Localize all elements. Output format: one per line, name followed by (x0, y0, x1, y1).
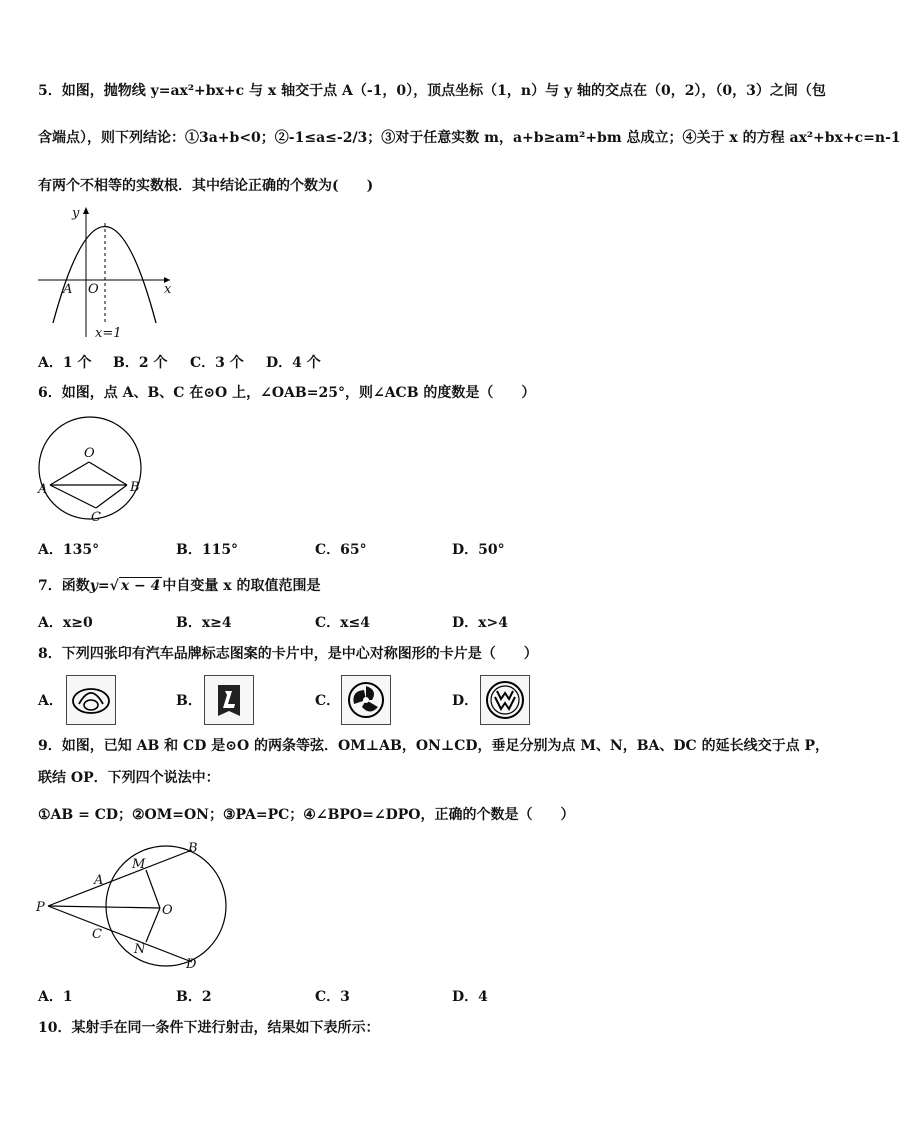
q5-label-y: y (72, 206, 80, 221)
q5-option-c: C．3 个 (190, 355, 244, 371)
q9-stem-line2: 联结 OP．下列四个说法中： (38, 770, 220, 786)
q7-stem (38, 577, 321, 595)
q7-sqrt-sign: √ (109, 578, 119, 594)
q7-option-b: B．x≥4 (176, 615, 232, 631)
q9-option-a: A．1 (38, 989, 73, 1005)
q6-label-a: A (38, 482, 48, 497)
q9-circle-figure (36, 838, 226, 974)
q8-stem: 8．下列四张印有汽车品牌标志图案的卡片中，是中心对称图形的卡片是（ ） (38, 646, 538, 662)
q9-label-b: B (188, 841, 198, 856)
q7-option-d: D．x>4 (452, 615, 508, 631)
q6-option-a: A．135° (38, 542, 100, 558)
q6-label-o: O (84, 446, 95, 461)
q9-label-m: M (132, 857, 146, 872)
q10-stem: 10．某射手在同一条件下进行射击，结果如下表所示： (38, 1020, 380, 1036)
q8-option-c: C． (315, 693, 341, 709)
q7-func: y= (89, 578, 110, 594)
q7-stem-pre: 7．函数 (38, 578, 90, 594)
q5-label-axis: x=1 (95, 326, 122, 341)
q5-label-x: x (164, 282, 172, 297)
q9-label-p: P (36, 900, 45, 915)
q5-stem-line1: 5．如图，抛物线 y=ax²+bx+c 与 x 轴交于点 A（-1，0），顶点坐标（1，n）与 y 轴的交点在（0，2），（0，3）之间（包 (38, 83, 826, 99)
q6-option-b: B．115° (176, 542, 239, 558)
q7-option-a: A．x≥0 (38, 615, 93, 631)
q8-card-d-logo-icon (480, 675, 530, 725)
q9-label-o: O (162, 903, 173, 918)
q8-card-b-logo-icon (204, 675, 254, 725)
q5-label-a: A (63, 282, 73, 297)
q5-stem-line3: 有两个不相等的实数根．其中结论正确的个数为( ) (38, 178, 374, 194)
q9-label-c: C (92, 927, 102, 942)
q6-stem: 6．如图，点 A、B、C 在⊙O 上，∠OAB=25°，则∠ACB 的度数是（ ） (38, 385, 536, 401)
q6-option-d: D．50° (452, 542, 505, 558)
q9-option-b: B．2 (176, 989, 212, 1005)
q8-option-a: A． (38, 693, 63, 709)
q6-circle-figure (36, 414, 144, 526)
q7-option-c: C．x≤4 (315, 615, 370, 631)
q8-card-a-logo-icon (66, 675, 116, 725)
q6-label-c: C (91, 510, 101, 525)
q9-stem-line3: ①AB = CD；②OM=ON；③PA=PC；④∠BPO=∠DPO，正确的个数是（ ） (38, 807, 575, 823)
q7-radicand: x − 4 (120, 578, 161, 594)
q9-option-d: D．4 (452, 989, 488, 1005)
q8-option-d: D． (452, 693, 479, 709)
q5-parabola-figure (38, 205, 172, 340)
q5-stem-line2: 含端点），则下列结论：①3a+b<0；②-1≤a≤-2/3；③对于任意实数 m，a+b≥am²+bm 总成立；④关于 x 的方程 ax²+bx+c=n-1 (38, 130, 901, 146)
q9-label-a: A (94, 873, 104, 888)
q8-option-b: B． (176, 693, 202, 709)
q9-label-d: D (186, 957, 197, 972)
q6-option-c: C．65° (315, 542, 367, 558)
q6-label-b: B (130, 480, 140, 495)
q9-label-n: N (134, 942, 146, 957)
q9-option-c: C．3 (315, 989, 350, 1005)
q7-stem-post: 中自变量 x 的取值范围是 (162, 578, 321, 594)
q5-label-o: O (88, 282, 99, 297)
q5-option-d: D．4 个 (266, 355, 321, 371)
q5-option-a: A．1 个 (38, 355, 92, 371)
q8-card-c-logo-icon (341, 675, 391, 725)
q5-option-b: B．2 个 (113, 355, 168, 371)
q9-stem-line1: 9．如图，已知 AB 和 CD 是⊙O 的两条等弦．OM⊥AB，ON⊥CD，垂足分别为点 M、N，BA、DC 的延长线交于点 P， (38, 738, 829, 754)
